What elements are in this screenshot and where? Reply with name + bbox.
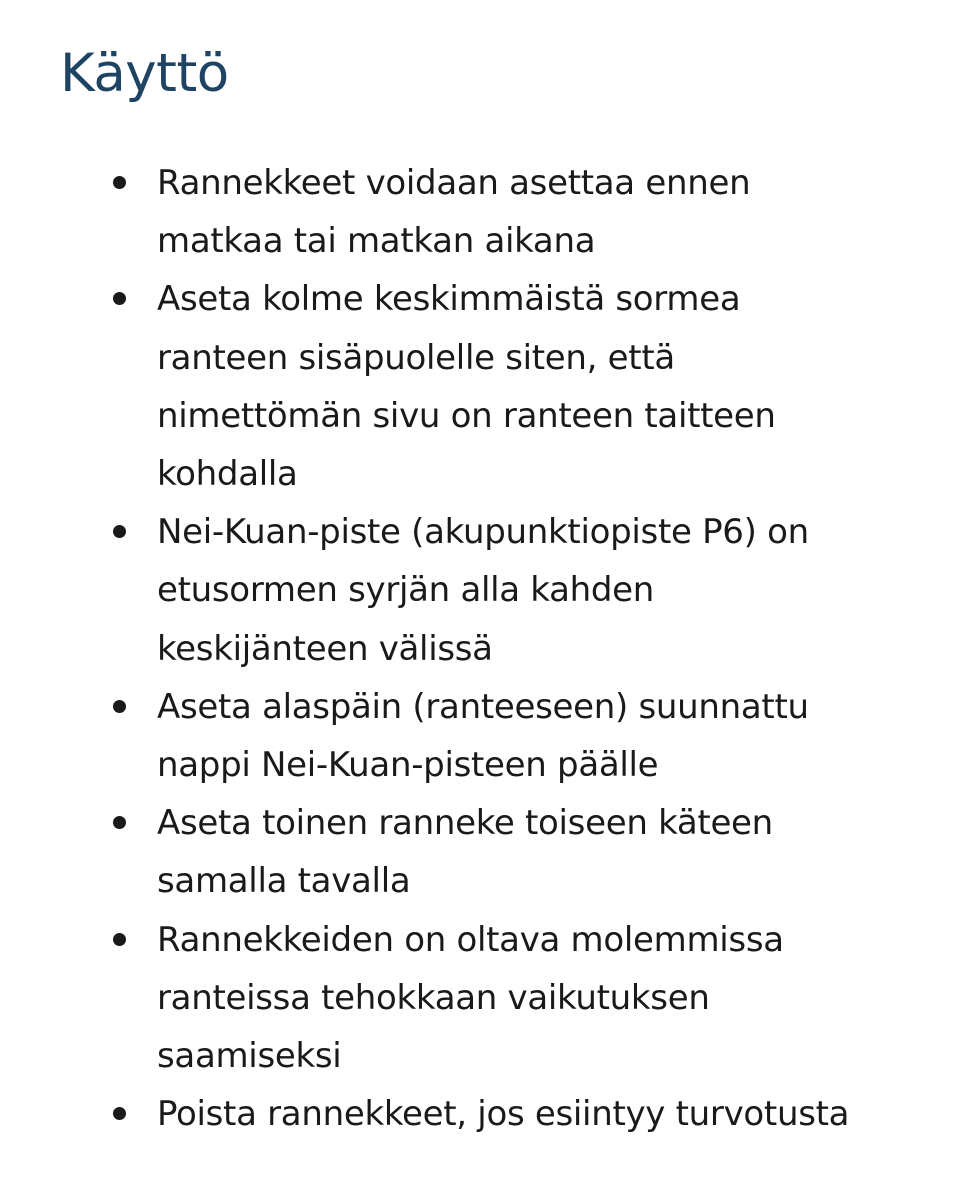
list-item — [0, 794, 960, 910]
list-item-text: matkaa tai matkan aikana — [157, 221, 596, 262]
bullet-icon — [113, 525, 126, 538]
bullet-icon — [113, 176, 126, 189]
list-item — [0, 678, 960, 794]
list-item-text: ranteen sisäpuolelle siten, että — [157, 337, 675, 378]
bullet-icon — [113, 700, 126, 713]
list-item — [0, 154, 960, 270]
page-title: Käyttö — [60, 43, 229, 104]
list-item — [0, 1085, 960, 1143]
list-item-text: Nei-Kuan-piste (akupunktiopiste P6) on — [157, 512, 809, 553]
list-item — [0, 911, 960, 1086]
list-item-text: saamiseksi — [157, 1036, 342, 1077]
bullet-icon — [113, 1107, 126, 1120]
list-item-text: Rannekkeiden on oltava molemmissa — [157, 919, 784, 960]
list-item-text: ranteissa tehokkaan vaikutuksen — [157, 977, 710, 1018]
list-item-text: Aseta toinen ranneke toiseen käteen — [157, 803, 773, 844]
list-item-text: samalla tavalla — [157, 861, 411, 902]
instructions-list — [0, 154, 960, 1143]
list-item-text: Poista rannekkeet, jos esiintyy turvotusta — [157, 1094, 850, 1135]
list-item-text: nappi Nei-Kuan-pisteen päälle — [157, 745, 659, 786]
list-item — [0, 503, 960, 678]
bullet-icon — [113, 816, 126, 829]
list-item-text: kohdalla — [157, 454, 298, 495]
list-item — [0, 270, 960, 503]
list-item-text: nimettömän sivu on ranteen taitteen — [157, 395, 776, 436]
list-item-text: Aseta kolme keskimmäistä sormea — [157, 279, 741, 320]
list-item-text: keskijänteen välissä — [157, 628, 493, 669]
list-item-text: Rannekkeet voidaan asettaa ennen — [157, 163, 751, 203]
bullet-icon — [113, 292, 126, 305]
list-item-text: etusormen syrjän alla kahden — [157, 570, 655, 611]
bullet-icon — [113, 933, 126, 946]
list-item-text: Aseta alaspäin (ranteeseen) suunnattu — [157, 686, 809, 727]
